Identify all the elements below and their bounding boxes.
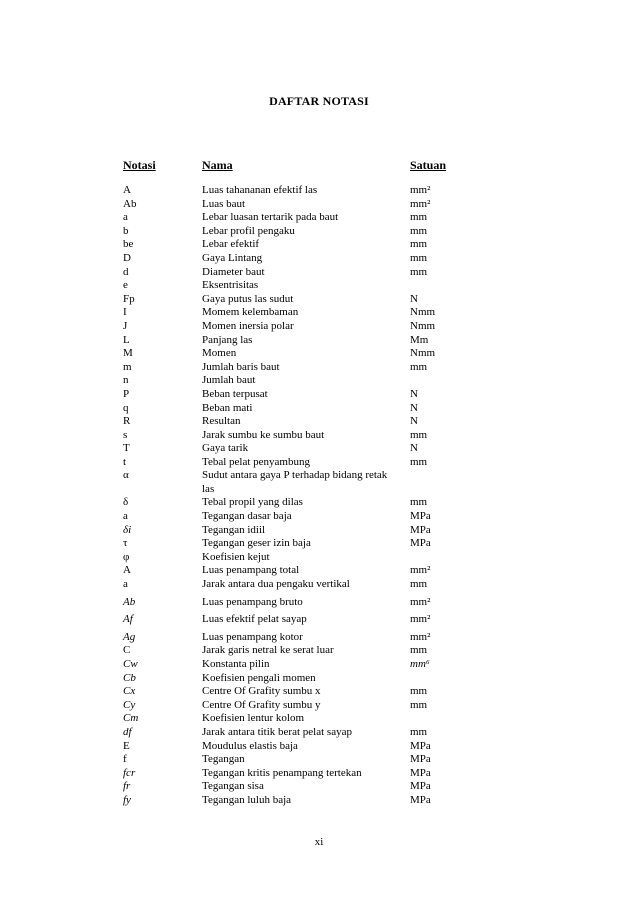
notasi-cell: C: [123, 644, 131, 657]
satuan-cell: MPa: [410, 523, 431, 536]
nama-cell: Beban terpusat: [202, 387, 268, 400]
nama-cell: Luas penampang bruto: [202, 595, 303, 608]
table-row: [122, 225, 462, 239]
satuan-cell: mm: [410, 251, 428, 264]
table-row: [122, 388, 462, 402]
nama-cell: Tegangan sisa: [202, 780, 264, 793]
notasi-cell: J: [123, 319, 128, 332]
nama-cell: Luas penampang kotor: [202, 630, 303, 643]
table-row: [122, 238, 462, 252]
satuan-cell: Nmm: [410, 306, 436, 319]
notasi-cell: E: [123, 739, 130, 752]
satuan-cell: N: [410, 401, 418, 414]
nama-cell: Tegangan luluh baja: [202, 793, 292, 806]
satuan-cell: mm²: [410, 184, 431, 196]
satuan-cell: Mm: [410, 333, 429, 346]
nama-cell: Beban mati: [202, 401, 253, 414]
notasi-cell: M: [123, 347, 133, 360]
table-header: [122, 158, 462, 172]
table-row: [122, 564, 462, 578]
notasi-cell: R: [123, 415, 131, 428]
satuan-cell: MPa: [410, 780, 431, 793]
nama-cell: Momem kelembaman: [202, 306, 299, 319]
nama-cell: Gaya putus las sudut: [202, 292, 294, 305]
notasi-cell: Af: [123, 613, 133, 626]
notasi-cell: n: [123, 374, 129, 387]
notasi-cell: be: [123, 238, 134, 251]
satuan-cell: MPa: [410, 753, 431, 766]
nama-cell: Jarak sumbu ke sumbu baut: [202, 428, 325, 441]
nama-cell: Luas tahananan efektif las: [202, 184, 318, 196]
satuan-cell: MPa: [410, 793, 431, 806]
notasi-cell: t: [123, 455, 127, 468]
page-number: xi: [314, 836, 324, 848]
table-row: [122, 726, 462, 740]
nama-cell: Jarak antara dua pengaku vertikal: [202, 578, 350, 591]
satuan-cell: N: [410, 442, 418, 455]
table-row: [122, 767, 462, 781]
satuan-cell: mm: [410, 496, 428, 509]
notasi-cell: L: [123, 333, 130, 346]
satuan-cell: mm: [410, 685, 428, 698]
satuan-cell: mm: [410, 238, 428, 251]
satuan-cell: mm: [410, 644, 428, 657]
nama-cell: Tebal pelat penyambung: [202, 455, 310, 468]
nama-cell: Resultan: [202, 415, 241, 428]
table-row: [122, 361, 462, 375]
nama-cell: Jarak garis netral ke serat luar: [202, 644, 334, 657]
nama-cell: Jumlah baut: [202, 374, 256, 387]
notasi-cell: A: [123, 184, 131, 196]
notasi-cell: D: [123, 251, 131, 264]
notasi-cell: Cy: [123, 698, 136, 711]
satuan-cell: Nmm: [410, 347, 436, 360]
table-row: [122, 685, 462, 699]
table-row: [122, 794, 462, 808]
nama-cell: Gaya Lintang: [202, 251, 263, 264]
notasi-cell: a: [123, 211, 128, 224]
notasi-cell: α: [123, 469, 129, 482]
nama-cell: Luas baut: [202, 197, 246, 210]
nama-cell: Momen inersia polar: [202, 319, 294, 332]
notasi-cell: df: [123, 725, 132, 738]
notasi-cell: A: [123, 564, 131, 577]
table-row: [122, 672, 462, 686]
nama-cell: Konstanta pilin: [202, 658, 270, 670]
table-row: [122, 415, 462, 429]
satuan-cell: MPa: [410, 739, 431, 752]
satuan-cell: mm: [410, 211, 428, 224]
satuan-cell: mm²: [410, 613, 431, 626]
notasi-cell: Cw: [123, 658, 138, 670]
notasi-cell: e: [123, 279, 128, 292]
satuan-cell: mm: [410, 455, 428, 468]
table-row: [122, 374, 462, 388]
notasi-cell: q: [123, 401, 129, 414]
table-row: [122, 712, 462, 726]
satuan-cell: Nmm: [410, 319, 436, 332]
table-row: [122, 279, 462, 293]
nama-cell: Momen: [202, 347, 237, 360]
notasi-cell: δ: [123, 496, 129, 509]
nama-cell: Centre Of Grafity sumbu x: [202, 685, 321, 698]
satuan-cell: mm²: [410, 197, 431, 210]
notasi-cell: I: [123, 306, 127, 319]
notasi-cell: Cb: [123, 671, 136, 684]
notasi-cell: s: [123, 428, 128, 441]
table-row: [122, 429, 462, 443]
table-row: [122, 596, 462, 610]
notasi-cell: Fp: [123, 292, 135, 305]
notasi-cell: fr: [123, 780, 131, 793]
notation-table: [122, 158, 462, 808]
notasi-cell: Cm: [123, 712, 139, 725]
notasi-cell: φ: [123, 550, 130, 563]
table-row: [122, 753, 462, 767]
nama-cell: Eksentrisitas: [202, 279, 259, 292]
nama-cell: Tegangan dasar baja: [202, 510, 292, 523]
table-row: [122, 469, 462, 496]
satuan-cell: N: [410, 292, 418, 305]
nama-cell: Diameter baut: [202, 265, 265, 278]
table-body: [122, 184, 462, 808]
nama-cell: Sudut antara gaya P terhadap bidang retak las: [202, 469, 388, 496]
notasi-cell: P: [123, 387, 130, 400]
nama-cell: Lebar luasan tertarik pada baut: [202, 211, 339, 224]
table-row: [122, 306, 462, 320]
table-row: [122, 402, 462, 416]
notasi-cell: f: [123, 753, 127, 766]
satuan-cell: mm: [410, 360, 428, 373]
notasi-cell: Cx: [123, 685, 136, 698]
nama-cell: Tebal propil yang dilas: [202, 496, 303, 509]
nama-cell: Lebar profil pengaku: [202, 224, 295, 237]
table-row: [122, 184, 462, 198]
nama-cell: Luas efektif pelat sayap: [202, 613, 307, 626]
notasi-cell: T: [123, 442, 130, 455]
notasi-cell: a: [123, 510, 128, 523]
notasi-cell: Ab: [123, 595, 136, 608]
table-row: [122, 780, 462, 794]
nama-cell: Lebar efektif: [202, 238, 260, 251]
satuan-cell: mm²: [410, 630, 431, 643]
table-row: [122, 320, 462, 334]
satuan-cell: mm²: [410, 564, 431, 577]
table-row: [122, 266, 462, 280]
table-row: [122, 334, 462, 348]
header-satuan: Satuan: [410, 158, 447, 172]
satuan-cell: mm⁶: [410, 658, 430, 670]
table-row: [122, 211, 462, 225]
nama-cell: Tegangan idiil: [202, 523, 266, 536]
nama-cell: Tegangan kritis penampang tertekan: [202, 766, 362, 779]
nama-cell: Tegangan: [202, 753, 245, 766]
nama-cell: Koefisien kejut: [202, 550, 270, 563]
satuan-cell: MPa: [410, 510, 431, 523]
table-row: [122, 442, 462, 456]
table-row: [122, 613, 462, 627]
satuan-cell: mm²: [410, 595, 431, 608]
notasi-cell: a: [123, 578, 128, 591]
nama-cell: Moudulus elastis baja: [202, 739, 298, 752]
table-row: [122, 347, 462, 361]
satuan-cell: N: [410, 415, 418, 428]
page-title: DAFTAR NOTASI: [269, 94, 369, 108]
notasi-cell: fcr: [123, 766, 136, 779]
satuan-cell: mm: [410, 725, 428, 738]
table-row: [122, 578, 462, 592]
satuan-cell: mm: [410, 578, 428, 591]
satuan-cell: mm: [410, 224, 428, 237]
nama-cell: Luas penampang total: [202, 564, 300, 577]
satuan-cell: mm: [410, 698, 428, 711]
notasi-cell: d: [123, 265, 129, 278]
table-row: [122, 293, 462, 307]
nama-cell: Koefisien lentur kolom: [202, 712, 305, 725]
table-row: [122, 524, 462, 538]
table-row: [122, 252, 462, 266]
table-row: [122, 644, 462, 658]
nama-cell: Panjang las: [202, 333, 253, 346]
table-row: [122, 537, 462, 551]
notasi-cell: Ag: [123, 630, 136, 643]
nama-cell: Koefisien pengali momen: [202, 671, 316, 684]
nama-cell: Jarak antara titik berat pelat sayap: [202, 725, 352, 738]
notasi-cell: τ: [123, 537, 128, 550]
nama-cell: Tegangan geser izin baja: [202, 537, 311, 550]
satuan-cell: N: [410, 387, 418, 400]
table-row: [122, 631, 462, 645]
nama-cell: Gaya tarik: [202, 442, 249, 455]
table-row: [122, 456, 462, 470]
table-row: [122, 198, 462, 212]
header-nama: Nama: [202, 158, 233, 172]
notasi-cell: m: [123, 360, 132, 373]
header-notasi: Notasi: [123, 158, 156, 172]
table-row: [122, 658, 462, 672]
nama-cell: Jumlah baris baut: [202, 360, 280, 373]
satuan-cell: mm: [410, 428, 428, 441]
table-row: [122, 551, 462, 565]
notasi-cell: δi: [123, 523, 132, 536]
notasi-cell: Ab: [123, 197, 137, 210]
satuan-cell: mm: [410, 265, 428, 278]
notasi-cell: fy: [123, 793, 131, 806]
satuan-cell: MPa: [410, 537, 431, 550]
notasi-cell: b: [123, 224, 129, 237]
satuan-cell: MPa: [410, 766, 431, 779]
table-row: [122, 699, 462, 713]
table-row: [122, 740, 462, 754]
table-row: [122, 496, 462, 510]
nama-cell: Centre Of Grafity sumbu y: [202, 698, 321, 711]
table-row: [122, 510, 462, 524]
